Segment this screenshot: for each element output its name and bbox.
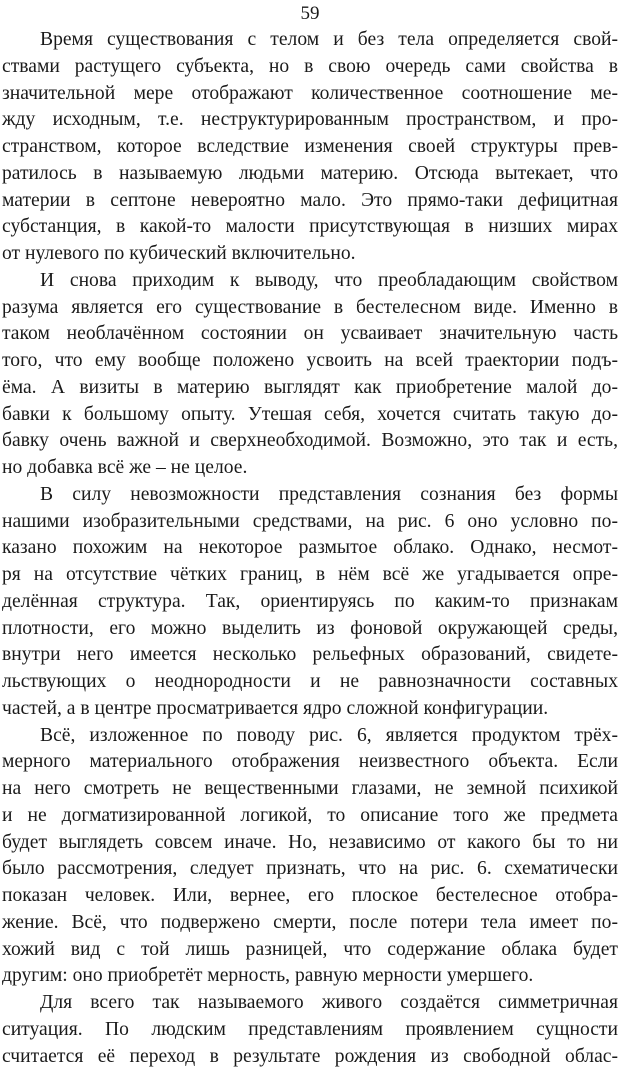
text-line: разума является его существование в бестелесном виде. Именно в: [2, 295, 618, 322]
text-line: материи в септоне невероятно мало. Это прямо-таки дефицитная: [2, 188, 618, 215]
text-line: льствующих о неоднородности и не равнозначности составных: [2, 669, 618, 696]
paragraph: [2, 482, 618, 723]
text-line: нашими изобразительными средствами, на рис. 6 оно условно по-: [2, 509, 618, 536]
paragraph: [2, 27, 618, 268]
text-line: ратилось в называемую людьми материю. Отсюда вытекает, что: [2, 161, 618, 188]
text-line: В силу невозможности представления сознания без формы: [2, 482, 618, 509]
text-line: Всё, изложенное по поводу рис. 6, является продуктом трёх-: [2, 723, 618, 750]
text-line: и не догматизированной логикой, то описание того же предмета: [2, 803, 618, 830]
text-line: мерного материального отображения неизвестного объекта. Если: [2, 749, 618, 776]
text-line: Время существования с телом и без тела определяется свой-: [2, 27, 618, 54]
text-line: бавку очень важной и сверхнеобходимой. Возможно, это так и есть,: [2, 428, 618, 455]
text-line: было рассмотрения, следует признать, что на рис. 6. схематически: [2, 856, 618, 883]
text-line: внутри него имеется несколько рельефных образований, свидете-: [2, 642, 618, 669]
text-line: считается её переход в результате рождения из свободной облас-: [2, 1044, 618, 1070]
text-line: казано похожим на некоторое размытое облако. Однако, несмот-: [2, 535, 618, 562]
text-line: бавки к большому опыту. Утешая себя, хочется считать такую до-: [2, 402, 618, 429]
text-line: частей, а в центре просматривается ядро сложной конфигурации.: [2, 696, 618, 723]
text-line: таком необлачённом состоянии он усваивает значительную часть: [2, 321, 618, 348]
paragraph: [2, 723, 618, 991]
text-line: делённая структура. Так, ориентируясь по каким-то признакам: [2, 589, 618, 616]
page-number: 59: [0, 2, 620, 26]
text-line: Для всего так называемого живого создаётся симметричная: [2, 990, 618, 1017]
text-line: показан человек. Или, вернее, его плоское бестелесное отобра-: [2, 883, 618, 910]
text-line: И снова приходим к выводу, что преобладающим свойством: [2, 268, 618, 295]
text-line: ёма. А визиты в материю выглядят как приобретение малой до-: [2, 375, 618, 402]
text-line: того, что ему вообще положено усвоить на всей траектории подъ-: [2, 348, 618, 375]
text-line: но добавка всё же – не целое.: [2, 455, 618, 482]
text-line: значительной мере отображают количественное соотношение ме-: [2, 81, 618, 108]
paragraph: [2, 990, 618, 1070]
text-line: ствами растущего субъекта, но в свою очередь сами свойства в: [2, 54, 618, 81]
text-line: жение. Всё, что подвержено смерти, после потери тела имеет по-: [2, 910, 618, 937]
text-line: будет выглядеть совсем иначе. Но, независимо от какого бы то ни: [2, 830, 618, 857]
text-line: на него смотреть не вещественными глазами, не земной психикой: [2, 776, 618, 803]
text-line: странством, которое вследствие изменения своей структуры прев-: [2, 134, 618, 161]
text-line: хожий вид с той лишь разницей, что содержание облака будет: [2, 937, 618, 964]
text-line: жду исходным, т.е. неструктурированным пространством, и про-: [2, 107, 618, 134]
paragraph: [2, 268, 618, 482]
text-line: субстанция, в какой-то малости присутствующая в низших мирах: [2, 214, 618, 241]
body-text: [2, 27, 618, 1070]
text-line: ситуация. По людским представлениям проявлением сущности: [2, 1017, 618, 1044]
text-line: ря на отсутствие чётких границ, в нём всё же угадывается опре-: [2, 562, 618, 589]
text-line: другим: оно приобретёт мерность, равную мерности умершего.: [2, 963, 618, 990]
text-line: от нулевого по кубический включительно.: [2, 241, 618, 268]
text-line: плотности, его можно выделить из фоновой окружающей среды,: [2, 616, 618, 643]
